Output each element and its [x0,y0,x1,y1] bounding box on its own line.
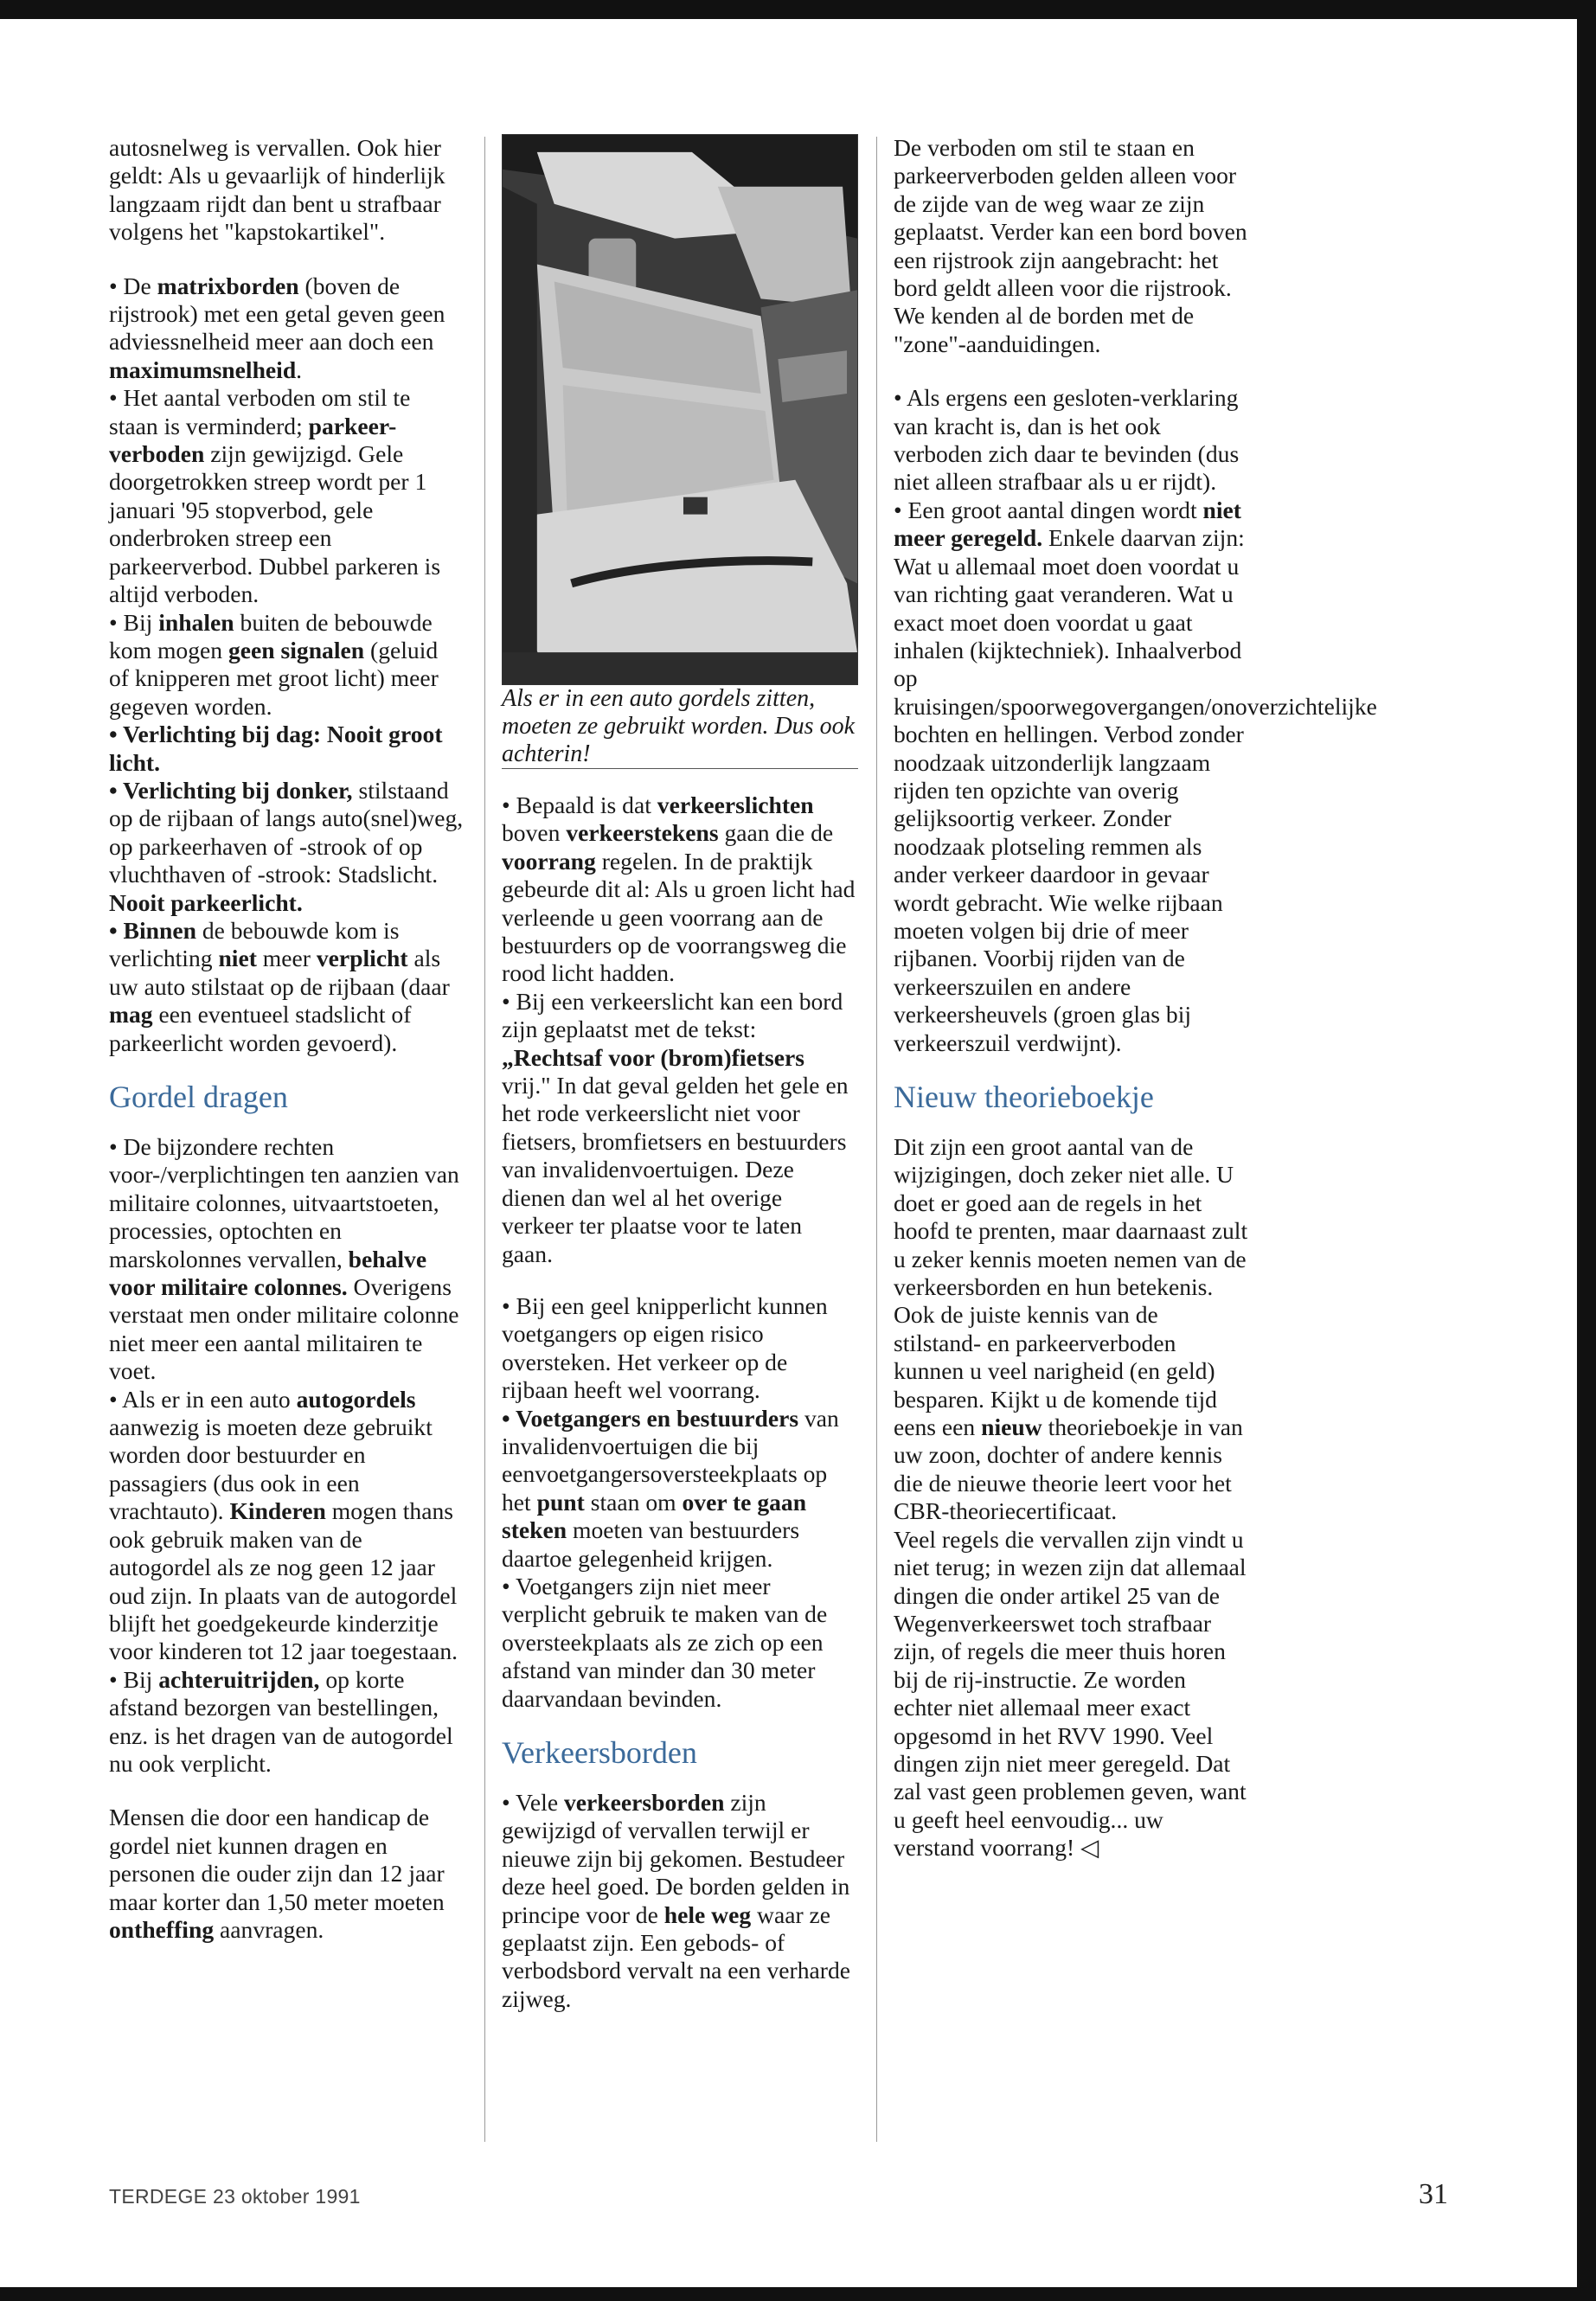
paragraph-verkeersborden: • Vele verkeersborden zijn gewijzigd of vervallen terwijl er nieuwe zijn bij gekomen. Bestudeer deze heel goed. De borden gelden in principe voor de hele weg waar ze geplaatst zijn. Een gebods- of verbodsbord vervalt na een verharde zijweg. [502,1789,850,2012]
heading-nieuw-theorieboekje: Nieuw theorieboekje [894,1080,1154,1114]
paragraph-voetgangers-oversteekplaats: • Voetgangers zijn niet meer verplicht gebruik te maken van de oversteekplaats als ze zich op een afstand van minder dan 30 meter daarvandaan bevinden. [502,1572,828,1712]
paragraph-autosnelweg: autosnelweg is vervallen. Ook hier geldt: Als u gevaarlijk of hinderlijk langzaam rijdt dan bent u strafbaar volgens het "kapstokartikel". [109,134,445,246]
paragraph-autogordels: • Als er in een auto autogordels aanwezig is moeten deze gebruikt worden door bestuurder en passagiers (dus ook in een vrachtauto). Kinderen mogen thans ook gebruik maken van de autogordel als ze nog geen 12 jaar oud zijn. In plaats van de autogordel blijft het goedgekeurde kinderzitje voor kinderen tot 12 jaar toegestaan. [109,1385,458,1665]
paragraph-achteruitrijden: • Bij achteruitrijden, op korte afstand bezorgen van bestellingen, enz. is het dragen van de autogordel nu ook verplicht. [109,1665,453,1777]
photo-car-backseat [502,134,858,685]
column-1 [109,134,464,1944]
paragraph-geel-knipperlicht: • Bij een geel knipperlicht kunnen voetgangers op eigen risico oversteken. Het verkeer op de rijbaan heeft wel voorrang. [502,1292,828,1404]
column-divider-1 [484,137,485,2142]
paragraph-voetgangers-bestuurders: • Voetgangers en bestuurders van invalidenvoertuigen die bij eenvoetgangersoversteekplaats op het punt staan om over te gaan steken moeten van bestuurders daartoe gelegenheid krijgen. [502,1404,839,1572]
paragraph-handicap: Mensen die door een handicap de gordel niet kunnen dragen en personen die ouder zijn dan 12 jaar maar korter dan 1,50 meter moeten ontheffing aanvragen. [109,1804,445,1943]
photo-caption: Als er in een auto gordels zitten, moeten ze gebruikt worden. Dus ook achterin! [502,685,855,767]
paragraph-niet-meer-geregeld: • Een groot aantal dingen wordt niet meer geregeld. Enkele daarvan zijn: [894,496,1245,552]
paragraph-verlichting-dag: • Verlichting bij dag: Nooit groot licht. [109,721,443,776]
caption-divider [502,768,858,769]
paragraph-binnen-bebouwde-kom: • Binnen de bebouwde kom is verlichting niet meer verplicht als uw auto stilstaat op de rijbaan (daar mag een eventueel stadslicht of parkeerlicht worden gevoerd). [109,916,450,1056]
scan-border-bottom [0,2287,1596,2301]
paragraph-gesloten-verklaring: • Als ergens een gesloten-verklaring van kracht is, dan is het ook verboden zich daar te bevinden (dus niet alleen strafbaar als u er rijdt). [894,384,1240,496]
column-divider-2 [876,137,877,2142]
column-3 [894,134,1377,1862]
scan-border-right [1577,0,1596,2301]
paragraph-verlichting-donker: • Verlichting bij donker, stilstaand op de rijbaan of langs auto(snel)weg, op parkeerhaven of -strook of op vluchthaven of -strook: Stadslicht. Nooit parkeerlicht. [109,776,464,916]
paragraph-slot: Veel regels die vervallen zijn vindt u niet terug; in wezen zijn dat allemaal dingen die onder artikel 25 van de Wegenverkeerswet toch strafbaar zijn, of regels die meer thuis horen bij de rij-instructie. Ze worden echter niet allemaal meer exact opgesomd in het RVV 1990. Veel dingen zijn niet meer geregeld. Dat zal vast geen problemen geven, want u geeft heel eenvoudig... uw verstand voorrang! ◁ [894,1525,1247,1862]
column-2 [502,134,858,2013]
scan-border-top [0,0,1596,19]
paragraph-bijzondere-rechten: • De bijzondere rechten voor-/verplichtingen ten aanzien van militaire colonnes, uitvaartstoeten, processies, optochten en marskolonnes vervallen, behalve voor militaire colonnes. Overigens verstaat men onder militaire colonne niet meer een aantal militairen te voet. [109,1133,459,1385]
paragraph-stilstaan: • Het aantal verboden om stil te staan is verminderd; parkeer-verboden zijn gewijzigd. Gele doorgetrokken streep wordt per 1 januari '95 stopverbod, gele onderbroken streep een parkeerverbod. Dubbel parkeren is altijd verboden. [109,384,441,608]
paragraph-lijst-dingen: Wat u allemaal moet doen voordat u van richting gaat veranderen. Wat u exact moet doen voordat u gaat inhalen (kijktechniek). Inhaalverbod op kruisingen/spoorwegovergangen/onoverzichtelijke bochten en hellingen. Verbod zonder noodzaak uitzonderlijk langzaam rijden ten opzichte van overig gelijksoortig verkeer. Zonder noodzaak plotseling remmen als ander verkeer daardoor in gevaar wordt gebracht. Wie welke rijbaan moeten volgen bij drie of meer rijbanen. Voorbij rijden van de verkeerszuilen en andere verkeersheuvels (groen glas bij verkeerszuil verdwijnt). [894,552,1377,1056]
paragraph-inhalen: • Bij inhalen buiten de bebouwde kom mogen geen signalen (geluid of knipperen met groot licht) meer gegeven worden. [109,608,439,720]
heading-gordel-dragen: Gordel dragen [109,1080,288,1114]
heading-verkeersborden: Verkeersborden [502,1735,697,1770]
paragraph-matrixborden: • De matrixborden (boven de rijstrook) met een getal geven geen adviessnelheid meer aan doch een maximumsnelheid. [109,272,445,383]
page-number: 31 [1419,2178,1448,2210]
footer-publication: TERDEGE 23 oktober 1991 [109,2185,361,2208]
paragraph-rechtsaf-fietsers: • Bij een verkeerslicht kan een bord zijn geplaatst met de tekst: „Rechtsaf voor (brom)fietsers vrij." In dat geval gelden het gele en het rode verkeerslicht niet voor fietsers, bromfietsers en bestuurders van invalidenvoertuigen. Deze dienen dan wel al het overige verkeer ter plaatse voor te laten gaan. [502,987,849,1267]
paragraph-verkeerslichten: • Bepaald is dat verkeerslichten boven verkeerstekens gaan die de voorrang regelen. In de praktijk gebeurde dit al: Als u groen licht had verleende u geen voorrang aan de bestuurders op de voorrangsweg die rood licht hadden. [502,792,856,987]
paragraph-verboden-zijde: De verboden om stil te staan en parkeerverboden gelden alleen voor de zijde van de weg waar ze zijn geplaatst. Verder kan een bord boven een rijstrook zijn aangebracht: het bord geldt alleen voor die rijstrook. We kenden al de borden met de "zone"-aanduidingen. [894,134,1247,357]
paragraph-theorieboekje: Dit zijn een groot aantal van de wijzigingen, doch zeker niet alle. U doet er goed aan de regels in het hoofd te prenten, maar daarnaast zult u zeker kennis moeten nemen van de verkeersborden en hun betekenis. Ook de juiste kennis van de stilstand- en parkeerverboden kunnen u veel narigheid (en geld) besparen. Kijkt u de komende tijd eens een nieuw theorieboekje in van uw zoon, dochter of andere kennis die de nieuwe theorie leert voor het CBR-theoriecertificaat. [894,1133,1248,1525]
